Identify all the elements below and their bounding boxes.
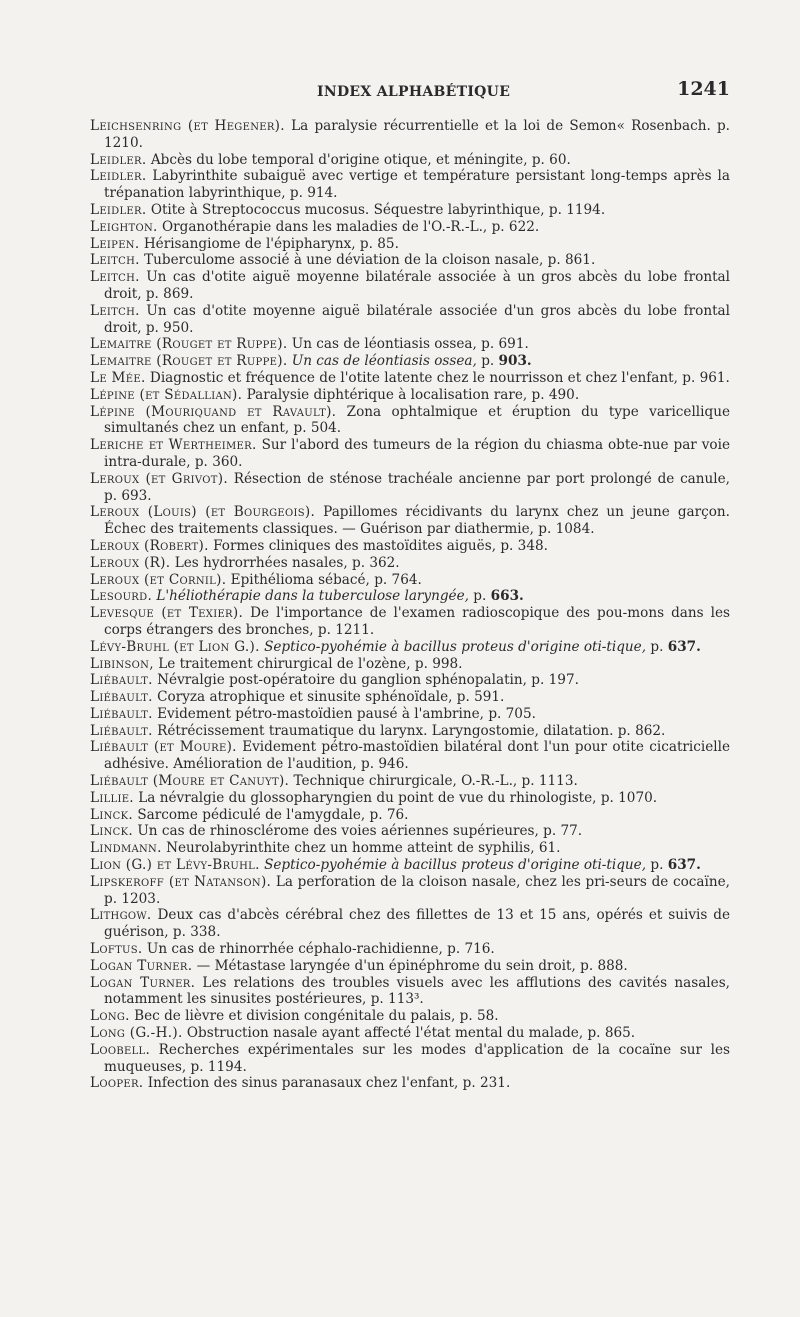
- index-entry: [90, 773, 730, 790]
- page-header: [90, 78, 730, 108]
- entry-text: Bec de lièvre et division congénitale du palais, p. 58.: [134, 1008, 499, 1025]
- entry-author: Leroux (Louis) (et Bourgeois).: [90, 504, 316, 521]
- entry-author: Liébault (Moure et Canuyt).: [90, 773, 290, 790]
- entry-author: Logan Turner.: [90, 957, 193, 974]
- index-entry: [90, 168, 730, 202]
- entry-text: Neurolabyrinthite chez un homme atteint de syphilis, 61.: [166, 840, 561, 857]
- entry-text: p.: [650, 857, 664, 874]
- entry-text: Résection de sténose trachéale ancienne par port prolongé de canule, p. 693.: [104, 470, 731, 504]
- entry-title-italic: L'héliothérapie dans la tuberculose laryngée,: [156, 588, 469, 605]
- entry-text: Un cas d'otite moyenne aiguë bilatérale associée d'un gros abcès du lobe frontal droit, p. 950.: [104, 302, 731, 336]
- index-entry: [90, 723, 730, 740]
- entry-author: Lépine (et Sédallian).: [90, 386, 243, 403]
- entry-author: Lindmann.: [90, 840, 162, 857]
- entry-author: Liébault.: [90, 705, 153, 722]
- entry-text: Un cas d'otite aiguë moyenne bilatérale associée à un gros abcès du lobe frontal droit, p. 869.: [104, 269, 730, 302]
- entry-text: p.: [481, 353, 495, 370]
- entry-text: Evidement pétro-mastoïdien pausé à l'ambrine, p. 705.: [157, 705, 536, 722]
- entry-text: Otite à Streptococcus mucosus. Séquestre labyrinthique, p. 1194.: [150, 201, 606, 218]
- entry-author: Loobell.: [90, 1041, 151, 1058]
- entry-author: Le Mée.: [90, 369, 146, 386]
- entry-author: Long.: [90, 1008, 130, 1025]
- entry-text: Rétrécissement traumatique du larynx. Laryngostomie, dilatation. p. 862.: [157, 722, 666, 739]
- entry-author: Leroux (et Cornil).: [90, 571, 227, 588]
- index-entry: [90, 975, 730, 1009]
- index-entry: [90, 404, 730, 438]
- entry-text: Névralgie post-opératoire du ganglion sphénopalatin, p. 197.: [157, 672, 579, 689]
- entry-author: Logan Turner.: [90, 974, 196, 991]
- entry-text: Organothérapie dans les maladies de l'O.-R.-L., p. 622.: [161, 218, 540, 235]
- entry-title-italic: Septico-pyohémie à bacillus proteus d'origine oti-tique,: [264, 638, 647, 655]
- entry-author: Lemaitre (Rouget et Ruppe).: [90, 353, 288, 370]
- index-entry: [90, 941, 730, 958]
- entry-author: Leroux (et Grivot).: [90, 470, 228, 487]
- entry-page-bold: 637.: [667, 638, 701, 655]
- entry-author: Levesque (et Texier).: [90, 605, 244, 622]
- entry-title-italic: Septico-pyohémie à bacillus proteus d'origine oti-tique,: [264, 857, 647, 874]
- index-entry: [90, 907, 730, 941]
- entry-author: Leighton.: [90, 218, 158, 235]
- entry-text: Un cas de rhinorrhée céphalo-rachidienne, p. 716.: [146, 941, 495, 958]
- index-entry: [90, 1025, 730, 1042]
- index-entry: [90, 605, 730, 639]
- entry-text: Tuberculome associé à une déviation de la cloison nasale, p. 861.: [144, 252, 596, 269]
- entry-author: Loftus.: [90, 941, 143, 958]
- index-entry: [90, 689, 730, 706]
- index-entry: [90, 236, 730, 253]
- index-entry: [90, 656, 730, 673]
- entry-text: Coryza atrophique et sinusite sphénoïdale, p. 591.: [157, 689, 505, 706]
- entry-page-bold: 637.: [667, 857, 701, 874]
- index-entry: [90, 387, 730, 404]
- index-entry: [90, 336, 730, 353]
- entry-author: Liébault.: [90, 722, 153, 739]
- entry-author: Lipskeroff (et Natanson).: [90, 873, 272, 890]
- entry-text: Les relations des troubles visuels avec les afflutions des cavités nasales, notamment les sinusites postérieures, p. 113³.: [104, 974, 730, 1008]
- entry-author: Linck.: [90, 823, 133, 840]
- entry-text: Abcès du lobe temporal d'origine otique, et méningite, p. 60.: [150, 151, 571, 168]
- entry-author: Lemaitre (Rouget et Ruppe).: [90, 336, 288, 353]
- entry-author: Leidler.: [90, 151, 147, 168]
- index-entry: [90, 219, 730, 236]
- entry-text: Sur l'abord des tumeurs de la région du chiasma obte-nue par voie intra-durale, p. 360.: [104, 437, 730, 470]
- entry-text: Zona ophtalmique et éruption du type varicellique simultanés chez un enfant, p. 504.: [104, 403, 730, 437]
- entry-author: Long (G.-H.).: [90, 1025, 183, 1042]
- index-entry: [90, 252, 730, 269]
- entry-text: Diagnostic et fréquence de l'otite latente chez le nourrisson et chez l'enfant, p. 961.: [149, 369, 730, 386]
- entry-text: Hérisangiome de l'épipharynx, p. 85.: [143, 235, 399, 252]
- index-entry: [90, 555, 730, 572]
- entry-author: Lesourd.: [90, 588, 153, 605]
- index-entry: [90, 118, 730, 152]
- entry-text: Epithélioma sébacé, p. 764.: [230, 571, 422, 588]
- index-entry: [90, 706, 730, 723]
- index-entry: [90, 538, 730, 555]
- entry-author: Lithgow.: [90, 907, 152, 924]
- entry-page-bold: 663.: [490, 588, 524, 605]
- index-entry: [90, 672, 730, 689]
- index-entry: [90, 1008, 730, 1025]
- entry-author: Leidler.: [90, 201, 147, 218]
- entry-author: Leroux (R).: [90, 554, 171, 571]
- entry-text: Technique chirurgicale, O.-R.-L., p. 1113.: [293, 773, 578, 790]
- entry-text: Formes cliniques des mastoïdites aiguës, p. 348.: [213, 537, 548, 554]
- entry-text: Papillomes récidivants du larynx chez un jeune garçon. Échec des traitements classiques. — Guérison par diathermie, p. 1084.: [104, 504, 731, 538]
- entry-author: Leriche et Wertheimer.: [90, 437, 257, 454]
- entry-text: Un cas de rhinosclérome des voies aériennes supérieures, p. 77.: [137, 823, 583, 840]
- entry-author: Liébault.: [90, 672, 153, 689]
- entry-author: Lépine (Mouriquand et Ravault).: [90, 403, 337, 420]
- entry-author: Leitch.: [90, 269, 140, 286]
- entry-author: Looper.: [90, 1075, 144, 1092]
- entry-author: Liébault.: [90, 689, 153, 706]
- entry-text: p.: [650, 638, 664, 655]
- running-title: INDEX ALPHABÉTIQUE: [317, 84, 511, 100]
- index-entry: [90, 1042, 730, 1076]
- index-entry: [90, 874, 730, 908]
- entry-text: Un cas de léontiasis ossea, p. 691.: [291, 336, 529, 353]
- entry-author: Libinson,: [90, 655, 154, 672]
- entry-text: Evidement pétro-mastoïdien bilatéral dont l'un pour otite cicatricielle adhésive. Amélioration de l'audition, p. 946.: [104, 739, 730, 773]
- index-entry: [90, 504, 730, 538]
- entry-author: Leitch.: [90, 252, 140, 269]
- entry-text: La paralysie récurrentielle et la loi de Semon« Rosenbach. p. 1210.: [104, 118, 731, 151]
- index-entry: [90, 739, 730, 773]
- index-entry: [90, 790, 730, 807]
- entry-text: Les hydrorrhées nasales, p. 362.: [174, 554, 400, 571]
- index-entry: [90, 437, 730, 471]
- index-entries: [90, 118, 730, 1092]
- entry-text: Sarcome pédiculé de l'amygdale, p. 76.: [137, 806, 409, 823]
- entry-text: p.: [473, 588, 487, 605]
- entry-text: Le traitement chirurgical de l'ozène, p. 998.: [158, 655, 463, 672]
- index-entry: [90, 807, 730, 824]
- entry-page-bold: 903.: [498, 353, 532, 370]
- entry-author: Linck.: [90, 806, 133, 823]
- index-entry: [90, 353, 730, 370]
- entry-author: Leroux (Robert).: [90, 537, 209, 554]
- entry-text: La perforation de la cloison nasale, chez les pri-seurs de cocaïne, p. 1203.: [104, 873, 730, 907]
- index-entry: [90, 269, 730, 303]
- entry-text: La névralgie du glossopharyngien du point de vue du rhinologiste, p. 1070.: [138, 789, 658, 806]
- entry-text: Deux cas d'abcès cérébral chez des fillettes de 13 et 15 ans, opérés et suivis de guérison, p. 338.: [104, 907, 731, 941]
- entry-author: Lillie.: [90, 789, 134, 806]
- entry-author: Leipen.: [90, 235, 140, 252]
- entry-author: Leitch.: [90, 302, 140, 319]
- index-entry: [90, 588, 730, 605]
- index-entry: [90, 823, 730, 840]
- entry-text: Obstruction nasale ayant affecté l'état mental du malade, p. 865.: [186, 1025, 636, 1042]
- index-entry: [90, 471, 730, 505]
- index-entry: [90, 303, 730, 337]
- index-entry: [90, 639, 730, 656]
- index-entry: [90, 202, 730, 219]
- entry-text: Labyrinthite subaiguë avec vertige et température persistant long-temps après la trépanation labyrinthique, p. 914.: [104, 168, 731, 202]
- entry-title-italic: Un cas de léontiasis ossea,: [291, 353, 477, 370]
- entry-text: De l'importance de l'examen radioscopique des pou-mons dans les corps étrangers des bronches, p. 1211.: [104, 605, 730, 638]
- index-entry: [90, 370, 730, 387]
- entry-text: Paralysie diphtérique à localisation rare, p. 490.: [246, 386, 580, 403]
- entry-author: Leichsenring (et Hegener).: [90, 118, 285, 134]
- index-entry: [90, 958, 730, 975]
- index-entry: [90, 152, 730, 169]
- entry-author: Leidler.: [90, 168, 147, 185]
- entry-text: Recherches expérimentales sur les modes d'application de la cocaïne sur les muqueuses, p. 1194.: [104, 1041, 730, 1075]
- index-entry: [90, 572, 730, 589]
- entry-text: — Métastase laryngée d'un épinéphrome du sein droit, p. 888.: [196, 957, 628, 974]
- entry-author: Lévy-Bruhl (et Lion G.).: [90, 638, 260, 655]
- entry-author: Lion (G.) et Lévy-Bruhl.: [90, 857, 260, 874]
- entry-text: Infection des sinus paranasaux chez l'enfant, p. 231.: [147, 1075, 511, 1092]
- page-number: 1241: [677, 78, 730, 100]
- index-entry: [90, 840, 730, 857]
- entry-author: Liébault (et Moure).: [90, 739, 237, 756]
- index-entry: [90, 1075, 730, 1092]
- index-entry: [90, 857, 730, 874]
